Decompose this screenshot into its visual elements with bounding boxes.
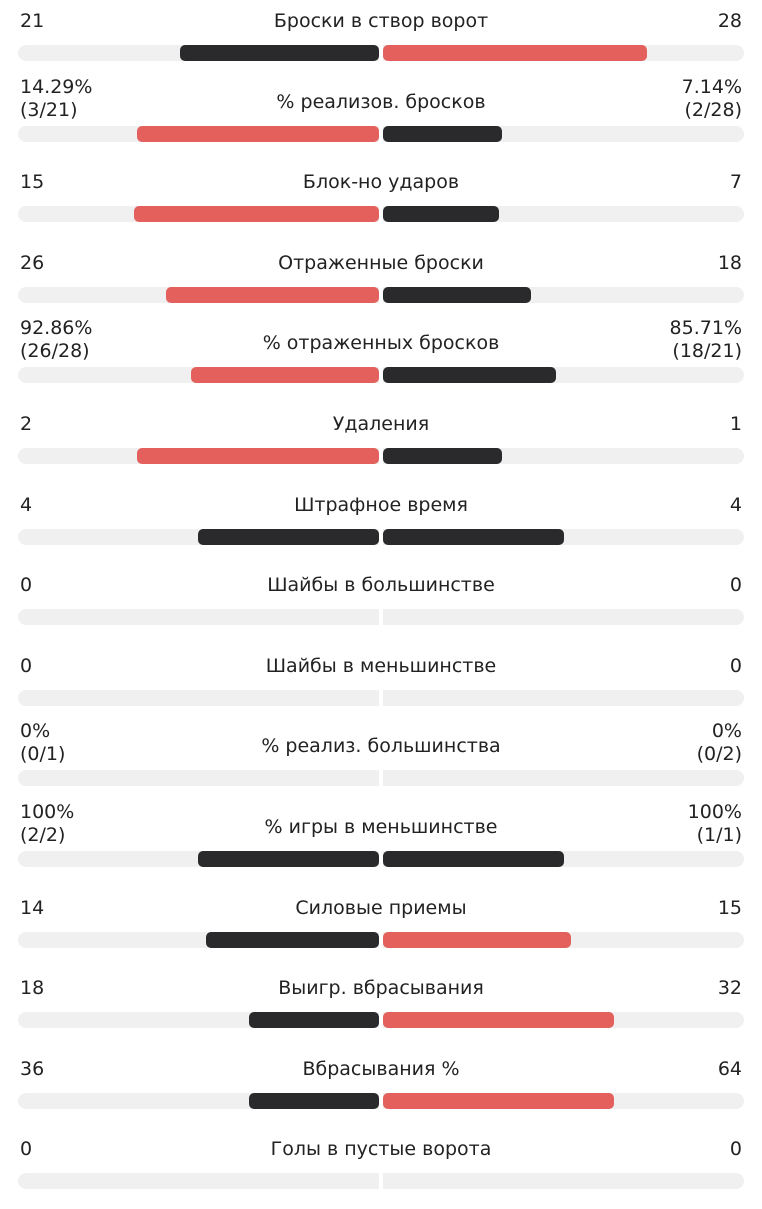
away-bar-fill bbox=[383, 932, 571, 948]
away-value: 0 bbox=[729, 655, 742, 677]
away-bar-track bbox=[383, 1012, 744, 1028]
away-value: 32 bbox=[717, 977, 742, 999]
stat-row bbox=[0, 967, 762, 1048]
away-value: 0% (0/2) bbox=[696, 720, 742, 765]
stat-row bbox=[0, 1128, 762, 1209]
home-bar-fill bbox=[206, 932, 379, 948]
home-value: 4 bbox=[20, 494, 33, 516]
stat-row bbox=[0, 645, 762, 726]
stat-label: % реализов. бросков bbox=[276, 91, 486, 113]
away-bar-track bbox=[383, 1173, 744, 1189]
home-bar-fill bbox=[180, 45, 379, 61]
stat-label: Удаления bbox=[332, 413, 430, 435]
away-value: 64 bbox=[717, 1058, 742, 1080]
away-bar-track bbox=[383, 287, 744, 303]
home-value: 100% (2/2) bbox=[20, 801, 75, 846]
stat-row bbox=[0, 0, 762, 81]
stat-label: % реализ. большинства bbox=[261, 735, 501, 757]
home-value: 21 bbox=[20, 10, 45, 32]
away-bar-fill bbox=[383, 287, 531, 303]
stat-row bbox=[0, 801, 762, 887]
away-value: 28 bbox=[717, 10, 742, 32]
home-value: 92.86% (26/28) bbox=[20, 317, 93, 362]
away-value: 7.14% (2/28) bbox=[681, 76, 742, 121]
stat-row bbox=[0, 1048, 762, 1129]
home-bar-track bbox=[18, 1173, 379, 1189]
home-bar-track bbox=[18, 206, 379, 222]
away-value: 85.71% (18/21) bbox=[669, 317, 742, 362]
away-bar-track bbox=[383, 1093, 744, 1109]
away-value: 15 bbox=[717, 897, 742, 919]
stat-row bbox=[0, 317, 762, 403]
stat-row bbox=[0, 161, 762, 242]
home-value: 15 bbox=[20, 171, 45, 193]
home-value: 14.29% (3/21) bbox=[20, 76, 93, 121]
home-bar-track bbox=[18, 1093, 379, 1109]
stat-row bbox=[0, 403, 762, 484]
stat-row bbox=[0, 564, 762, 645]
stat-label: % игры в меньшинстве bbox=[264, 816, 498, 838]
stat-label: Голы в пустые ворота bbox=[270, 1138, 492, 1160]
home-bar-fill bbox=[166, 287, 379, 303]
home-bar-track bbox=[18, 45, 379, 61]
home-value: 18 bbox=[20, 977, 45, 999]
away-bar-fill bbox=[383, 448, 502, 464]
away-bar-track bbox=[383, 206, 744, 222]
away-bar-track bbox=[383, 126, 744, 142]
away-bar-fill bbox=[383, 206, 499, 222]
away-bar-fill bbox=[383, 1012, 614, 1028]
away-value: 18 bbox=[717, 252, 742, 274]
home-value: 14 bbox=[20, 897, 45, 919]
home-bar-track bbox=[18, 126, 379, 142]
stat-label: % отраженных бросков bbox=[262, 332, 500, 354]
home-value: 2 bbox=[20, 413, 33, 435]
home-bar-track bbox=[18, 529, 379, 545]
home-bar-fill bbox=[198, 529, 379, 545]
home-bar-fill bbox=[198, 851, 379, 867]
home-value: 26 bbox=[20, 252, 45, 274]
stat-row bbox=[0, 76, 762, 162]
away-bar-track bbox=[383, 609, 744, 625]
home-bar-fill bbox=[249, 1012, 379, 1028]
away-bar-fill bbox=[383, 45, 647, 61]
home-value: 0 bbox=[20, 574, 33, 596]
away-bar-track bbox=[383, 367, 744, 383]
home-bar-track bbox=[18, 851, 379, 867]
stat-row bbox=[0, 720, 762, 806]
away-bar-fill bbox=[383, 851, 564, 867]
home-value: 0 bbox=[20, 655, 33, 677]
away-value: 7 bbox=[729, 171, 742, 193]
away-bar-track bbox=[383, 690, 744, 706]
home-bar-fill bbox=[249, 1093, 379, 1109]
away-value: 1 bbox=[729, 413, 742, 435]
away-bar-fill bbox=[383, 529, 564, 545]
away-bar-fill bbox=[383, 1093, 614, 1109]
away-value: 100% (1/1) bbox=[687, 801, 742, 846]
home-value: 0% (0/1) bbox=[20, 720, 66, 765]
stat-row bbox=[0, 484, 762, 565]
home-value: 0 bbox=[20, 1138, 33, 1160]
away-value: 4 bbox=[729, 494, 742, 516]
away-bar-track bbox=[383, 529, 744, 545]
away-bar-track bbox=[383, 851, 744, 867]
home-bar-fill bbox=[191, 367, 379, 383]
home-bar-track bbox=[18, 448, 379, 464]
home-value: 36 bbox=[20, 1058, 45, 1080]
home-bar-fill bbox=[137, 448, 379, 464]
stat-label: Шайбы в большинстве bbox=[267, 574, 495, 596]
stat-label: Выигр. вбрасывания bbox=[278, 977, 484, 999]
home-bar-track bbox=[18, 770, 379, 786]
home-bar-track bbox=[18, 367, 379, 383]
stat-row bbox=[0, 242, 762, 323]
stat-label: Силовые приемы bbox=[295, 897, 467, 919]
stat-label: Штрафное время bbox=[294, 494, 468, 516]
away-value: 0 bbox=[729, 574, 742, 596]
away-bar-track bbox=[383, 932, 744, 948]
away-bar-fill bbox=[383, 126, 502, 142]
away-value: 0 bbox=[729, 1138, 742, 1160]
stat-label: Вбрасывания % bbox=[302, 1058, 460, 1080]
home-bar-fill bbox=[134, 206, 379, 222]
away-bar-track bbox=[383, 448, 744, 464]
away-bar-fill bbox=[383, 367, 556, 383]
home-bar-track bbox=[18, 690, 379, 706]
away-bar-track bbox=[383, 45, 744, 61]
stat-label: Блок-но ударов bbox=[302, 171, 460, 193]
stat-label: Броски в створ ворот bbox=[273, 10, 489, 32]
stat-label: Отраженные броски bbox=[278, 252, 484, 274]
home-bar-track bbox=[18, 287, 379, 303]
home-bar-track bbox=[18, 609, 379, 625]
stat-label: Шайбы в меньшинстве bbox=[265, 655, 497, 677]
home-bar-fill bbox=[137, 126, 379, 142]
home-bar-track bbox=[18, 1012, 379, 1028]
away-bar-track bbox=[383, 770, 744, 786]
home-bar-track bbox=[18, 932, 379, 948]
stat-row bbox=[0, 887, 762, 968]
